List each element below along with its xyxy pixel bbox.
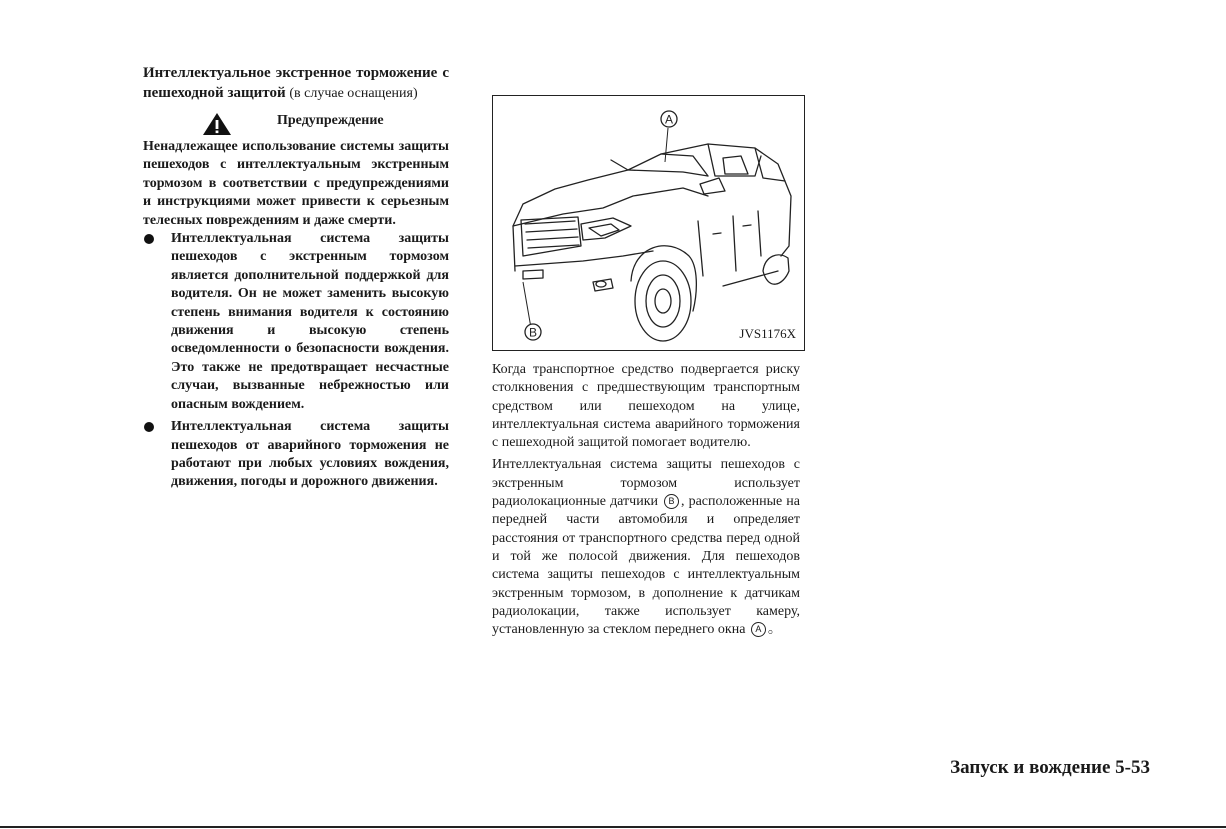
warning-body: Ненадлежащее использование системы защиты пешеходов с интеллектуальным экстренным тормозом в соответствии с предупреждениями и инструкциями может привести к серьезным телесных повреждениям и даже смерти. [143,139,449,228]
section-title-bold: Интеллектуальное экстренное торможение с пешеходной защитой [143,65,449,101]
section-title [143,63,449,104]
figure-code: JVS1176X [739,326,796,341]
warning-bullet-text: Интеллектуальная система защиты пешеходов от аварийного торможения не работают при любых условиях вождения, движения, погоды и дорожного движения. [171,419,449,490]
vehicle-figure [492,95,805,351]
left-column [143,63,449,492]
warning-bullet-1 [143,230,449,414]
warning-header [143,112,449,138]
body-paragraph-2-end: 。 [767,622,782,638]
figure-label-a: A [664,112,674,127]
marker-a-icon: A [751,622,766,637]
label-a-marker [661,111,677,127]
warning-bullet-text: Интеллектуальная система защиты пешеходов с экстренным тормозом является дополнительной поддержкой для водителя. Он не может заменить высокую степень внимания водителя к состоянию движения и высокую степень осведомленности о безопасности вождения. Это также не предотвращает несчастные случаи, вызванные небрежностью или опасным вождением. [171,231,449,412]
right-column [492,361,800,639]
body-paragraph-2 [492,456,800,639]
marker-b-icon: B [664,494,679,509]
suv-illustration [493,96,803,349]
bullet-dot-icon [144,422,154,432]
section-title-note: (в случае оснащения) [289,86,418,101]
figure-label-b: B [528,325,538,340]
body-paragraph-1: Когда транспортное средство подвергается риску столкновения с предшествующим транспортным средством или пешеходом на улице, интеллектуальная система аварийного торможения с пешеходной защитой помогает водителю. [492,362,800,451]
bottom-rule [0,826,1226,828]
warning-triangle-icon [202,112,232,136]
label-b-marker [525,324,541,340]
warning-bullet-2 [143,418,449,492]
body-paragraph-2-part2: , расположенные на передней части автомобиля и определяет расстояния от транспортного средства перед одной и той же полосой движения. Для пешеходов система защиты пешеходов с интеллектуальным экстренным тормозом, в дополнение к датчикам радиолокации, также использует камеру, установленную за стеклом переднего окна [492,494,800,638]
body-paragraph-2-part1: Интеллектуальная система защиты пешеходов с экстренным тормозом использует радиолокационные датчики [492,457,800,510]
page-footer: Запуск и вождение 5-53 [950,757,1150,778]
warning-title: Предупреждение [277,113,384,128]
bullet-dot-icon [144,234,154,244]
